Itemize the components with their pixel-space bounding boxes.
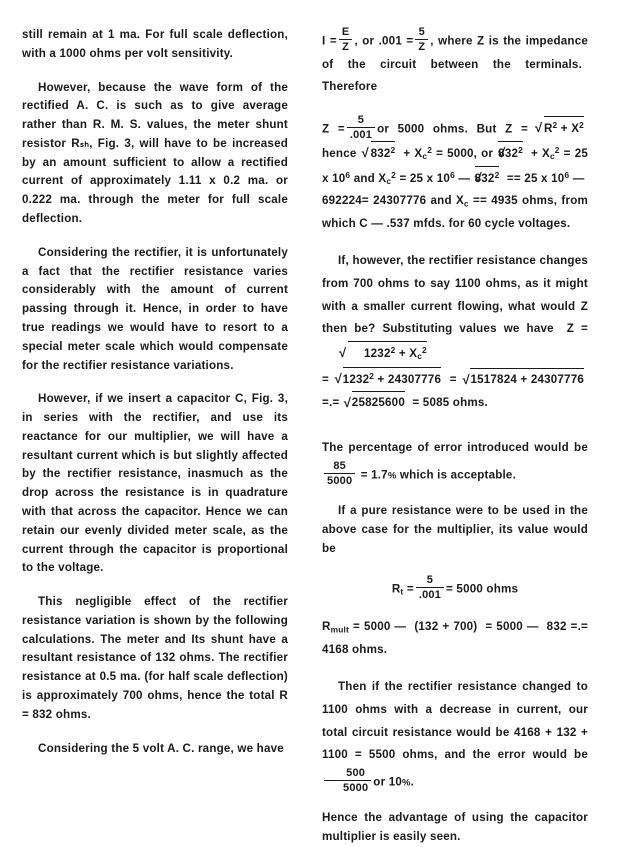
conclusion: Hence the advantage of using the capacitor multiplier is easily seen. [322, 811, 588, 844]
paragraph-capacitor-reactance: However, if we insert a capacitor C, Fig. 3, in series with the rectifier, and use its reactance for our multiplier, we will have a resultant current which is but slightly affected by the rectifier resistance, inasmuch as the drop across the resistance is in quadrature with that across the capacitor. Hence we can retain our evenly divided meter scale, as the current through the capacitor is proportional to the voltage. [22, 392, 288, 575]
pure-resistance-intro: If a pure resistance were to be used in the above case for the multiplier, its value would be [322, 504, 588, 555]
rectifier-change-intro: If, however, the rectifier resistance changes from 700 ohms to say 1100 ohms, as it might with a smaller current flowing, what would Z then be? Substituting values we have Z = √ $1232^2 + X_c^2$ [322, 250, 588, 365]
percentage-error: The percentage of error introduced would be $\frac{85}{5000}$ = 1.7% which is acceptable. [322, 440, 588, 487]
paragraph-waveform-rectified: However, because the wave form of the rectified A. C. is such as to give average rather than R. M. S. values, the meter shunt resistor Rₛₕ, Fig. 3, will have to be increased by an amount sufficient to allow a rectified current of approximately 1.11 x 0.2 ma. or 0.222 ma. through the meter for full scale deflection. [22, 80, 288, 226]
impedance-recalculation: = √ $1232^2 + 24307776$ = √ 1517824 + 24307776 =.= √ 25825600 = 5085 ohms. [322, 367, 588, 415]
paragraph-rectifier-resistance: Considering the rectifier, it is unfortunately a fact that the rectifier resistance varies considerably with the amount of current passing through it. Hence, in order to have true readings we would have to resort to a special meter scale which would compensate for the rectifier resistance variations. [22, 245, 288, 372]
impedance-definition: I = $\frac{E}{Z}$ , or .001 = $\frac{5}{Z}$ , where Z is the impedance of the circuit between the terminals. Therefore [322, 26, 588, 94]
left-column [22, 26, 288, 755]
total-circuit-resistance: Then if the rectifier resistance changed to 1100 ohms with a decrease in current, our total circuit resistance would be 4168 + 132 + 1100 = 5500 ohms, and the error would be $\frac{500}{5000}$ or 10%. [322, 680, 588, 795]
paragraph-negligible-effect: This negligible effect of the rectifier resistance variation is shown by the following calculations. The meter and Its shunt have a resultant resistance of 132 ohms. The rectifier resistance at 0.5 ma. (for half scale deflection) is approximately 700 ohms, hence the total R = 832 ohms. [22, 595, 288, 721]
rmult-equation: $R_{mult} = 5000$ — (132 + 700) = 5000 — 832 =.= 4168 ohms. [322, 620, 588, 656]
paragraph-five-volt-range: Considering the 5 volt A. C. range, we have [38, 741, 284, 755]
capacitance-calculation: Z = $\frac{5}{.001}$ or 5000 ohms. But Z = √ $R^2 + X^2$ hence √ $832^2 + X_c^2 = 5000$, or √ $832^2 + X_c^2 = 25$ x $10^6$ and $X_c^2 = 25$ x $10^6$ — √ $832^2 == 25$ x $10^6$ — 692224= 24307776 and $X_c == 4935$ ohms, from which C — .537 mfds. for 60 cycle voltages. [322, 114, 588, 236]
right-column [322, 26, 588, 844]
paragraph-continuation: still remain at 1 ma. For full scale deflection, with a 1000 ohms per volt sensitivity. [22, 28, 288, 60]
rt-equation: $R_t$ = $\frac{5}{.001}$ = 5000 ohms [391, 573, 519, 601]
